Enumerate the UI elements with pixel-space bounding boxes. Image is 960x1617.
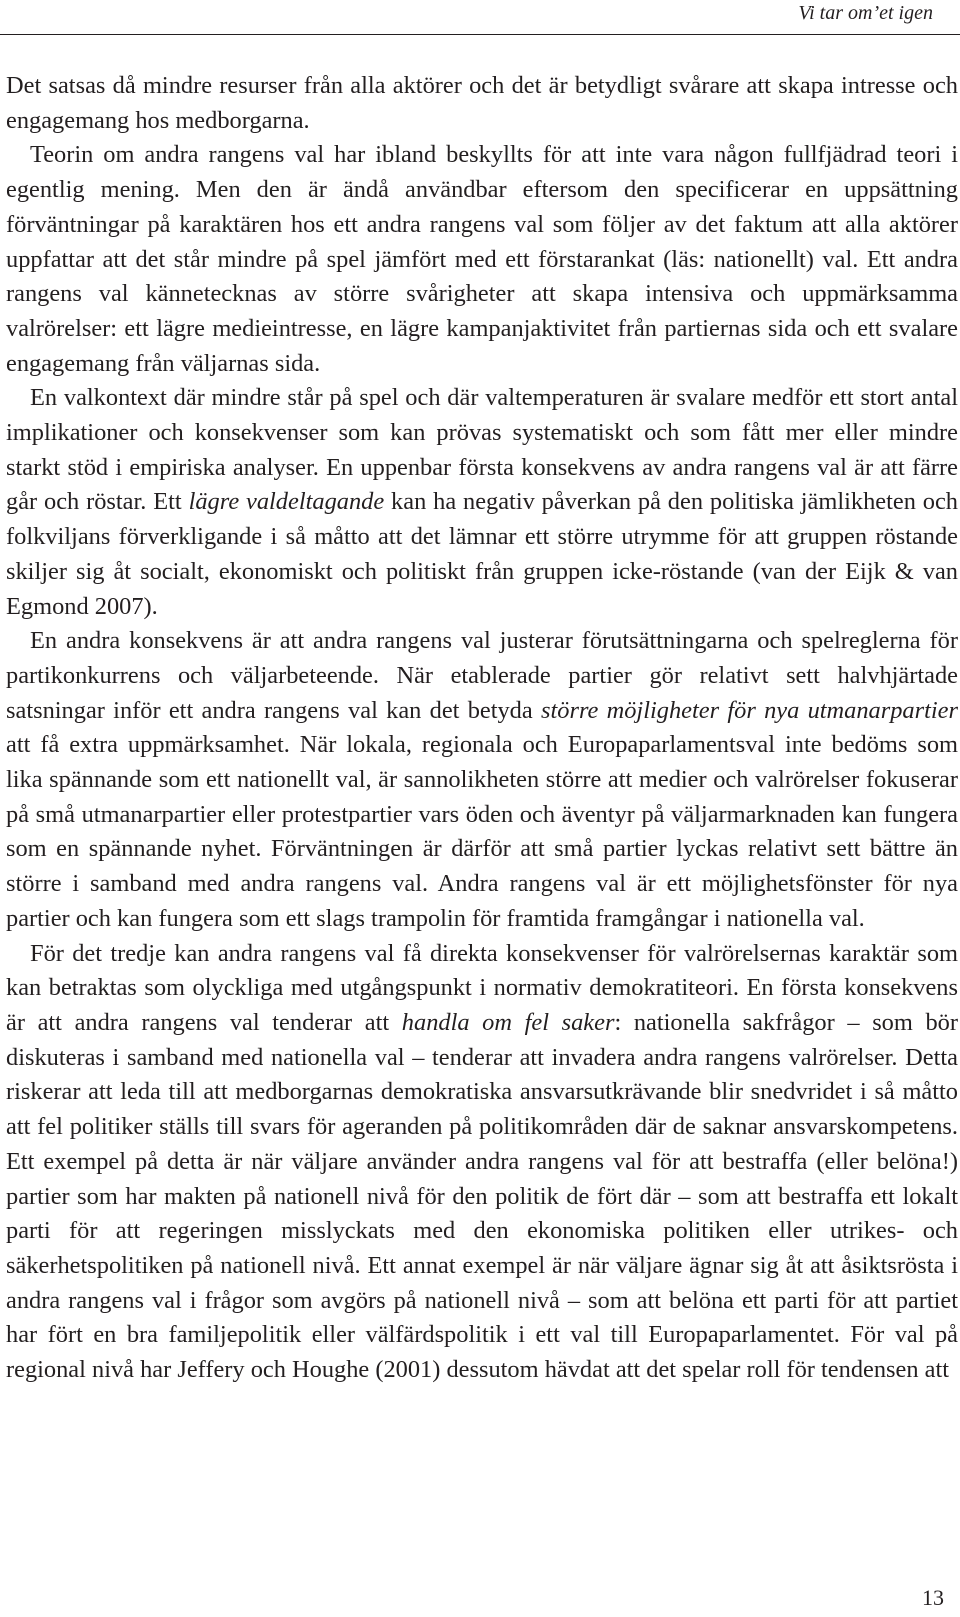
running-head: Vi tar om’et igen — [798, 2, 933, 24]
header-rule — [0, 34, 960, 35]
paragraph-4-text-after: att få extra uppmärksamhet. När lokala, regionala och Europaparlamentsval inte bedöms som lika spännande som ett nationellt val, är sannolikheten större att medier och valrörelser fokuserar på små utmanarpartier eller protestpartier vars öden och äventyr på väljarmarknaden kan fungera som en spännande nyhet. Förväntningen är därför att små partier lyckas relativt sett bättre än större i samband med andra rangens val. Andra rangens val är ett möjlighetsfönster för nya partier och kan fungera som ett slags trampolin för framtida framgångar i nationella val. — [6, 731, 958, 932]
paragraph-5-text-before: För det tredje kan andra rangens val få direkta konsekvenser för valrörelsernas karaktär som kan betraktas som olyckliga med utgångspunkt i normativ demokratiteori. En första konsekvens är att andra rangens val tenderar att — [6, 939, 958, 1036]
paragraph-4-emphasis: större möjligheter för nya utmanarpartier — [540, 696, 958, 724]
paragraph-3-text-after: kan ha negativ påverkan på den politiska jämlikheten och folkviljans förverkligande i så måtto att det lämnar ett större utrymme för att gruppen röstande skiljer sig åt socialt, ekonomiskt och politiskt från gruppen icke-röstande (van der Eijk & van Egmond 2007). — [6, 488, 958, 620]
paragraph-4-text-before: En andra konsekvens är att andra rangens val justerar förutsättningarna och spelreglerna för partikonkurrens och väljarbeteende. När etablerade partier gör relativt sett halvhjärtade satsningar inför ett andra rangens val kan det betyda — [6, 627, 958, 724]
paragraph-3-text-before: En valkontext där mindre står på spel och där valtemperaturen är svalare medför ett stort antal implikationer och konsekvenser som kan prövas systematiskt och som fått mer eller mindre starkt stöd i empiriska analyser. En uppenbar första konsekvens av andra rangens val är att färre går och röstar. Ett — [6, 384, 958, 516]
paragraph-4 — [6, 624, 958, 936]
page-number: 13 — [922, 1585, 944, 1610]
paragraph-3-emphasis: lägre valdeltagande — [188, 488, 385, 516]
paragraph-5-emphasis: handla om fel saker — [401, 1008, 615, 1036]
paragraph-3 — [6, 381, 958, 624]
paragraph-1: Det satsas då mindre resurser från alla aktörer och det är betydligt svårare att skapa intresse och engagemang hos medborgarna. — [6, 72, 958, 134]
body-text — [6, 69, 958, 1388]
paragraph-2: Teorin om andra rangens val har ibland beskyllts för att inte vara någon fullfjädrad teori i egentlig mening. Men den är ändå användbar eftersom den specificerar en uppsättning förväntningar på karaktären hos ett andra rangens val som följer av det faktum att alla aktörer uppfattar att det står mindre på spel jämfört med ett förstarankat (läs: nationellt) val. Ett andra rangens val kännetecknas av större svårigheter att skapa intensiva och uppmärksamma valrörelser: ett lägre medieintresse, en lägre kampanjaktivitet från partiernas sida och ett svalare engagemang från väljarnas sida. — [6, 141, 958, 377]
paragraph-5 — [6, 937, 958, 1388]
paragraph-5-text-after: : nationella sakfrågor – som bör diskuteras i samband med nationella val – tenderar att invadera andra rangens valrörelser. Detta riskerar att leda till att medborgarnas demokratiska ansvarsutkrävande blir snedvridet i så måtto att fel politiker ställs till svars för ageranden på politikområden där de saknar ansvarskompetens. Ett exempel på detta är när väljare använder andra rangens val för att bestraffa (eller belöna!) partier som har makten på nationell nivå för den politik de fört där – som att bestraffa ett lokalt parti för att regeringen misslyckats med den ekonomiska politiken eller utrikes- och säkerhetspolitiken på nationell nivå. Ett annat exempel är när väljare ägnar sig åt att åsiktsrösta i andra rangens val i frågor som avgörs på nationell nivå – som att belöna ett parti för att partiet har fört en bra familjepolitik eller välfärdspolitik i ett val till Europaparlamentet. För val på regional nivå har Jeffery och Houghe (2001) dessutom hävdat att det spelar roll för tendensen att — [6, 1008, 958, 1384]
